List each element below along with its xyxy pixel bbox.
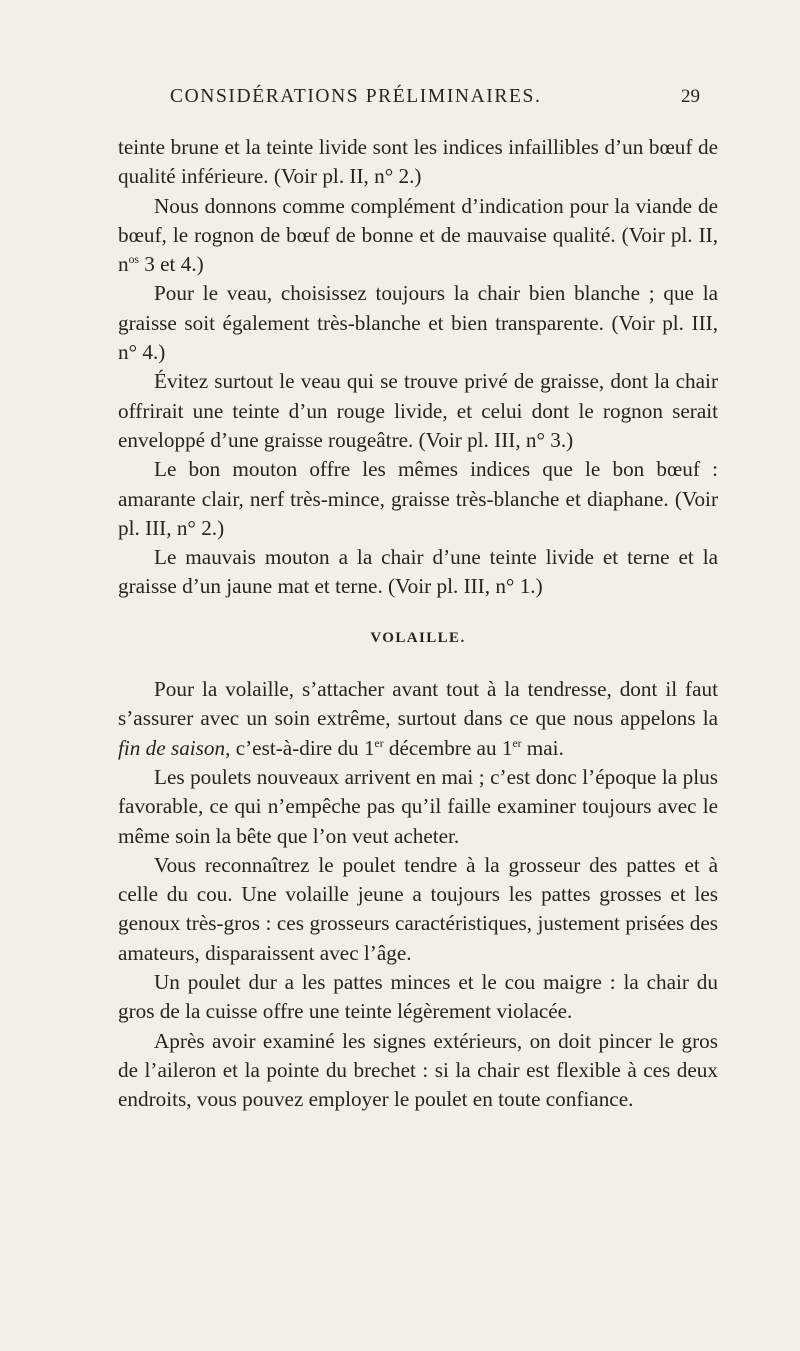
paragraph-2-tail: 3 et 4.)	[138, 252, 204, 277]
paragraph-10: Un poulet dur a les pattes minces et le cou maigre : la chair du gros de la cuisse offre une teinte légèrement violacée.	[118, 970, 718, 1024]
body-text	[118, 133, 718, 1115]
paragraph-7-superscript-1: er	[374, 736, 384, 750]
paragraph-7-italic: fin de saison	[118, 735, 226, 760]
paragraph-2-superscript: os	[128, 253, 139, 267]
paragraph-5: Le bon mouton offre les mêmes indices que le bon bœuf : amarante clair, nerf très-mince, graisse très-blanche et diaphane. (Voir pl. III, n° 2.)	[118, 457, 718, 540]
page-number: 29	[681, 86, 700, 107]
paragraph-7-text-c: décembre au 1	[383, 735, 513, 760]
paragraph-7	[118, 675, 718, 763]
paragraph-2-text: Nous donnons comme complément d’indication pour la viande de bœuf, le rognon de bœuf de bonne et de mauvaise qualité. (Voir pl. II, n	[118, 193, 718, 277]
paragraph-4: Évitez surtout le veau qui se trouve privé de graisse, dont la chair offrirait une teinte d’un rouge livide, et celui dont le rognon serait enveloppé d’une graisse rougeâtre. (Voir pl. III, n° 3.)	[118, 369, 718, 452]
paragraph-7-text-a: Pour la volaille, s’attacher avant tout à la tendresse, dont il faut s’assurer avec un soin extrême, surtout dans ce que nous appelons la	[118, 677, 718, 731]
paragraph-2	[118, 192, 718, 280]
paragraph-8: Les poulets nouveaux arrivent en mai ; c’est donc l’époque la plus favorable, ce qui n’empêche pas qu’il faille examiner toujours avec le même soin la bête que l’on veut acheter.	[118, 764, 718, 848]
paragraph-9: Vous reconnaîtrez le poulet tendre à la grosseur des pattes et à celle du cou. Une volaille jeune a toujours les pattes grosses et les genoux très-gros : ces grosseurs caractéristiques, justement prisées des amateurs, disparaissent avec l’âge.	[118, 852, 718, 965]
paragraph-11: Après avoir examiné les signes extérieurs, on doit pincer le gros de l’aileron et la pointe du brechet : si la chair est flexible à ces deux endroits, vous pouvez employer le poulet en toute confiance.	[118, 1028, 718, 1112]
paragraph-7-superscript-2: er	[512, 736, 522, 750]
section-heading: VOLAILLE.	[370, 629, 466, 646]
paragraph-1: teinte brune et la teinte livide sont les indices infaillibles d’un bœuf de qualité inférieure. (Voir pl. II, n° 2.)	[118, 135, 718, 189]
paragraph-7-text-d: mai.	[521, 735, 564, 760]
running-title: CONSIDÉRATIONS PRÉLIMINAIRES.	[170, 86, 542, 107]
paragraph-6: Le mauvais mouton a la chair d’une teinte livide et terne et la graisse d’un jaune mat et terne. (Voir pl. III, n° 1.)	[118, 545, 718, 599]
page-header	[110, 84, 710, 114]
paragraph-3: Pour le veau, choisissez toujours la chair bien blanche ; que la graisse soit également très-blanche et bien transparente. (Voir pl. III, n° 4.)	[118, 281, 718, 365]
paragraph-7-text-b: , c’est-à-dire du 1	[225, 735, 375, 760]
